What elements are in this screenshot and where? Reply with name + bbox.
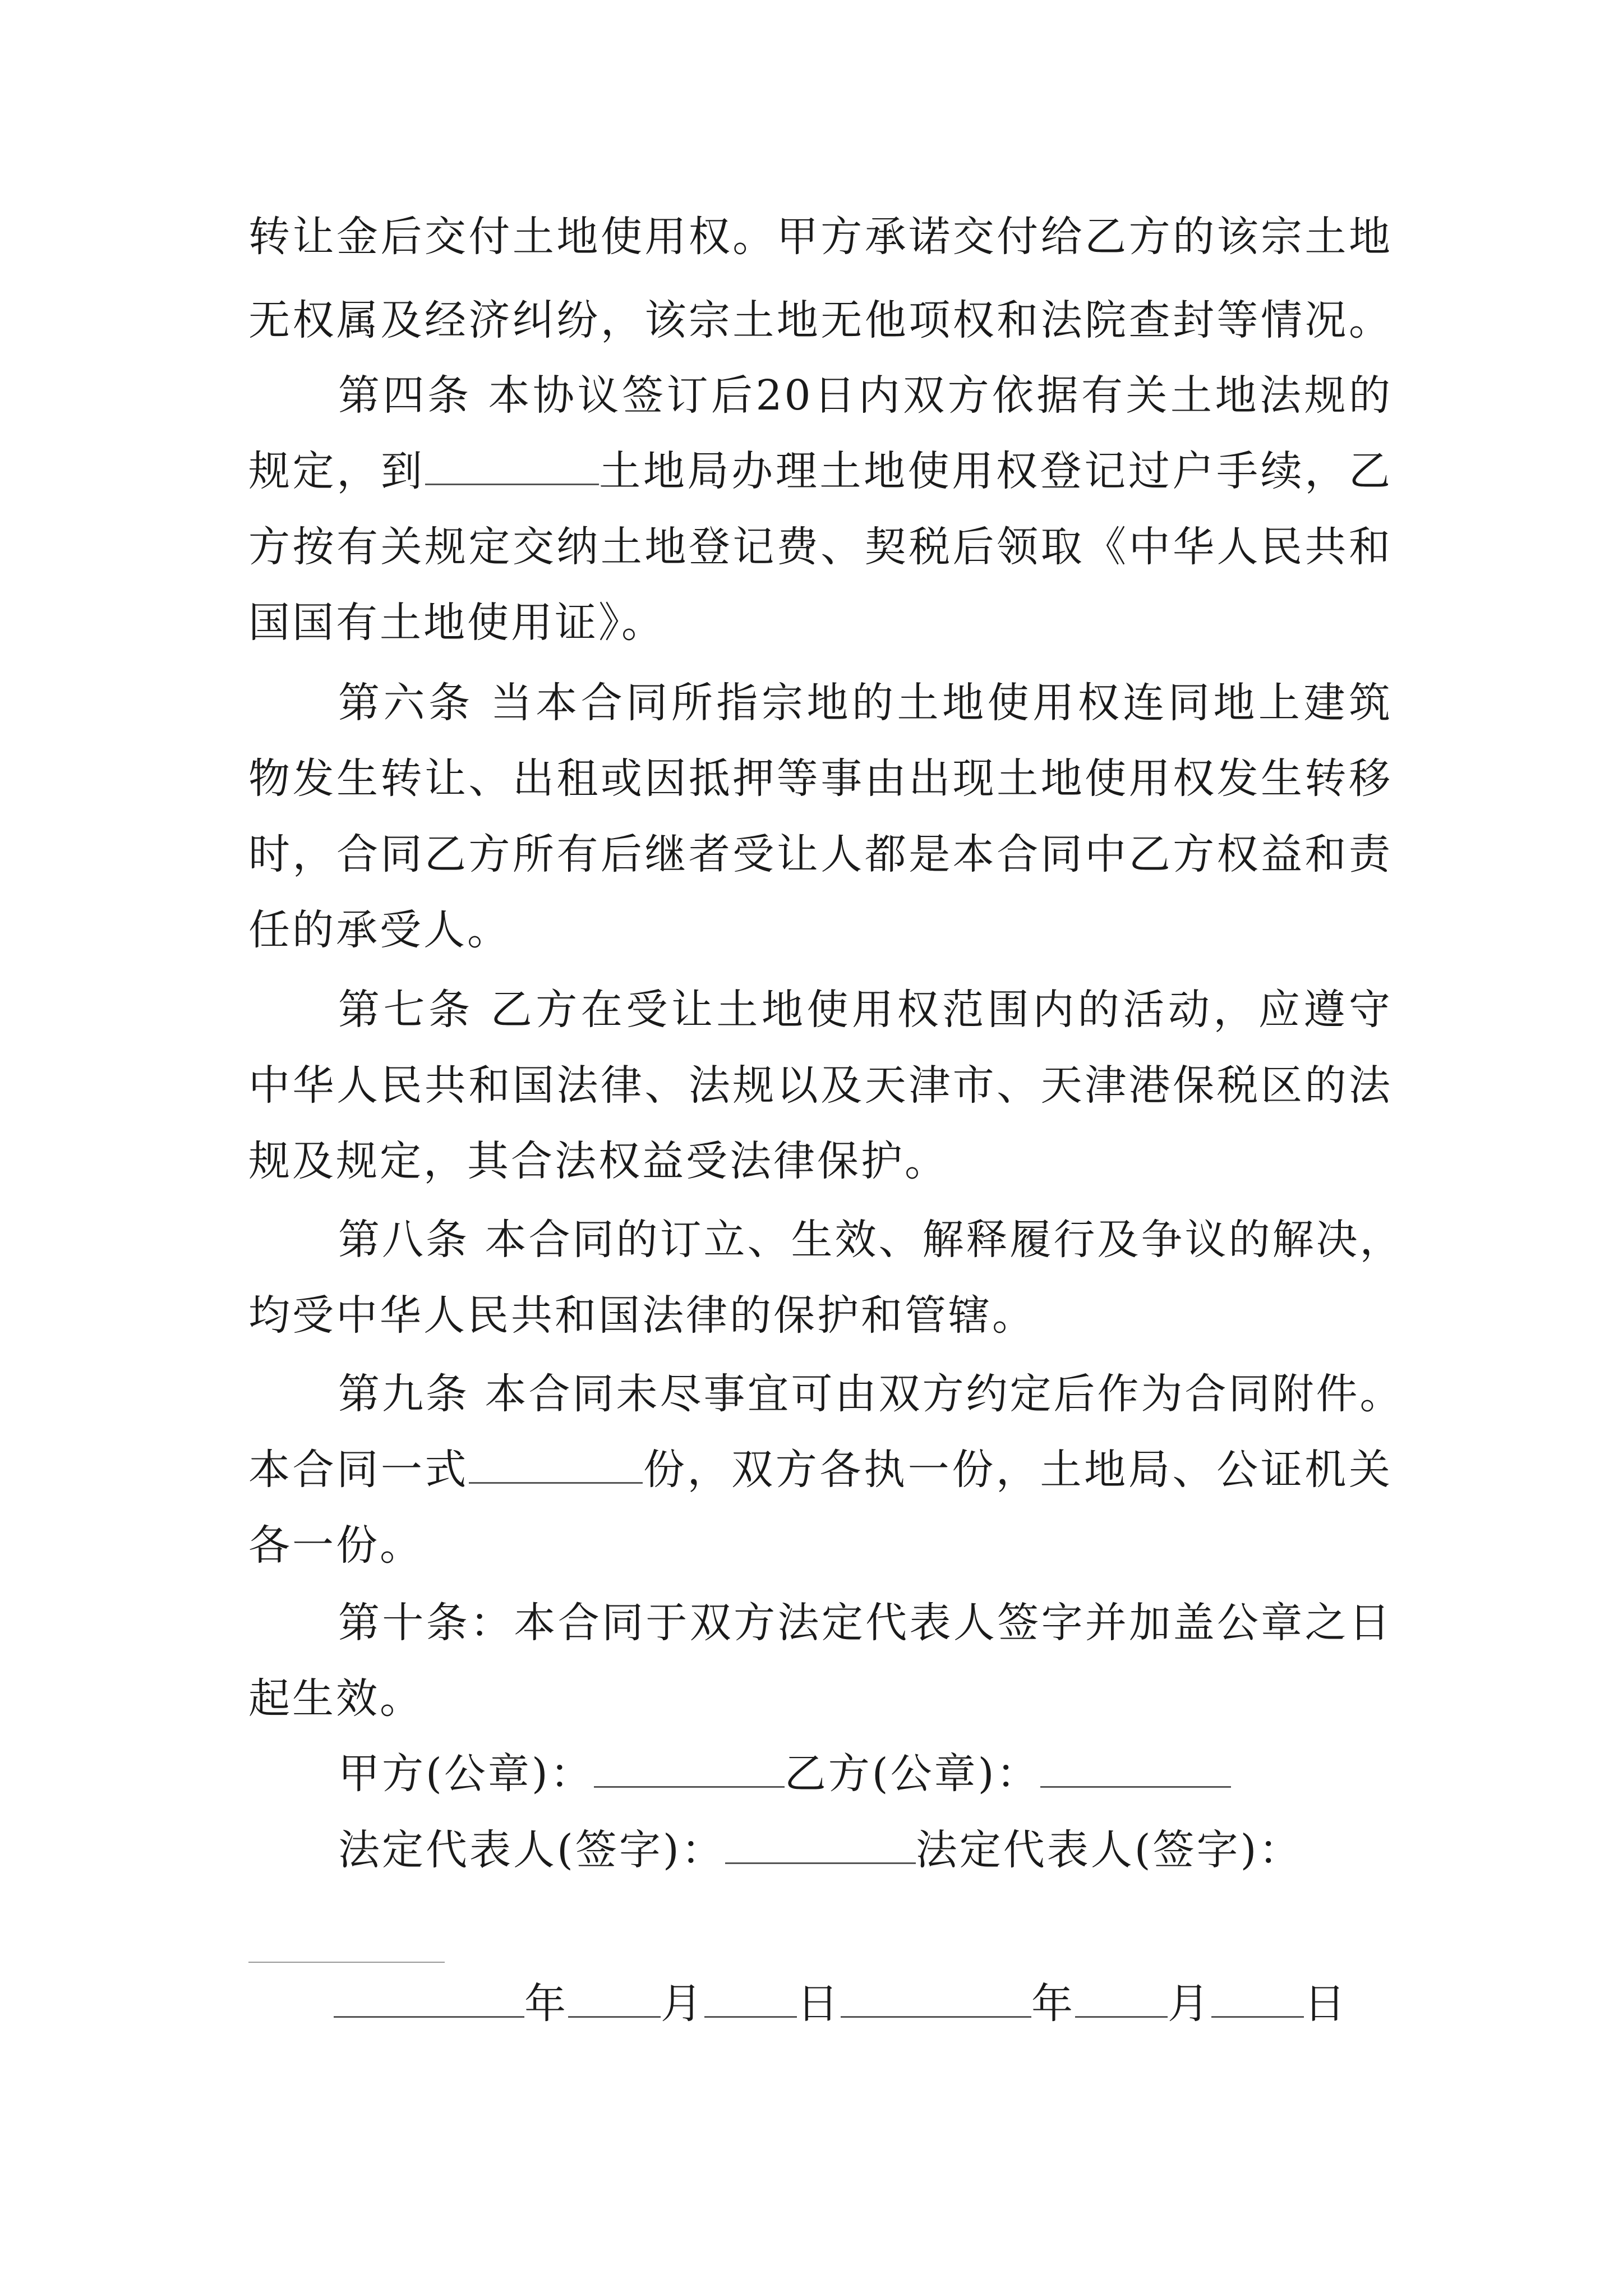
fill-in-blank[interactable] xyxy=(469,1447,643,1484)
line-suffix: 土地局办理土地使用权登记过户手续，乙 xyxy=(598,447,1393,495)
year-b-blank[interactable] xyxy=(841,1981,1031,2018)
rep-b-label: 法定代表人(签字)： xyxy=(915,1826,1303,1874)
rep-a-blank[interactable] xyxy=(725,1828,916,1864)
paragraph-line: 各一份。 xyxy=(248,1521,423,1570)
paragraph-line: 时，合同乙方所有后继者受让人都是本合同中乙方权益和责 xyxy=(248,830,1393,878)
day-label: 日 xyxy=(797,1980,841,2028)
line-prefix: 本合同一式 xyxy=(248,1446,469,1494)
year-label: 年 xyxy=(524,1980,568,2028)
paragraph-line: 转让金后交付土地使用权。甲方承诺交付给乙方的该宗土地 xyxy=(248,213,1393,261)
paragraph-line: 均受中华人民共和国法律的保护和管辖。 xyxy=(248,1291,1036,1340)
line-suffix: 份，双方各执一份，土地局、公证机关 xyxy=(643,1446,1393,1494)
party-seal-line xyxy=(338,1751,1393,1796)
paragraph-line-with-blank xyxy=(248,1447,1393,1492)
legal-rep-line xyxy=(338,1828,1393,1872)
article-10-heading-line: 第十条：本合同于双方法定代表人签字并加盖公章之日 xyxy=(338,1599,1393,1647)
article-7-heading-line: 第七条 乙方在受让土地使用权范围内的活动，应遵守 xyxy=(338,986,1393,1034)
date-line xyxy=(334,1981,1394,2026)
paragraph-line-with-blank xyxy=(248,449,1393,494)
party-b-seal-blank[interactable] xyxy=(1040,1751,1231,1788)
month-b-blank[interactable] xyxy=(1075,1981,1168,2018)
article-8-heading-line: 第八条 本合同的订立、生效、解释履行及争议的解决， xyxy=(338,1216,1404,1264)
day-label: 日 xyxy=(1304,1980,1348,2028)
line-prefix: 规定，到 xyxy=(248,447,425,495)
month-label: 月 xyxy=(1168,1980,1211,2028)
paragraph-line: 起生效。 xyxy=(248,1674,423,1723)
paragraph-line: 中华人民共和国法律、法规以及天津市、天津港保税区的法 xyxy=(248,1061,1393,1110)
paragraph-line: 规及规定，其合法权益受法律保护。 xyxy=(248,1137,948,1185)
paragraph-line: 方按有关规定交纳土地登记费、契税后领取《中华人民共和 xyxy=(248,523,1393,571)
rep-a-label: 法定代表人(签字)： xyxy=(338,1826,725,1874)
paragraph-line: 国国有土地使用证》。 xyxy=(248,599,665,647)
day-b-blank[interactable] xyxy=(1211,1981,1304,2018)
paragraph-line: 任的承受人。 xyxy=(248,906,511,954)
year-label: 年 xyxy=(1031,1980,1075,2028)
continuation-blank-rule xyxy=(248,1962,445,1963)
party-a-seal-label: 甲方(公章)： xyxy=(338,1750,594,1798)
article-4-heading-line: 第四条 本协议签订后20日内双方依据有关土地法规的 xyxy=(338,371,1393,420)
party-b-seal-label: 乙方(公章)： xyxy=(784,1750,1040,1798)
day-a-blank[interactable] xyxy=(704,1981,797,2018)
paragraph-line: 无权属及经济纠纷，该宗土地无他项权和法院查封等情况。 xyxy=(248,296,1393,344)
fill-in-blank[interactable] xyxy=(425,449,599,485)
article-9-heading-line: 第九条 本合同未尽事宜可由双方约定后作为合同附件。 xyxy=(338,1370,1404,1418)
month-a-blank[interactable] xyxy=(568,1981,661,2018)
month-label: 月 xyxy=(661,1980,704,2028)
party-a-seal-blank[interactable] xyxy=(594,1751,785,1788)
article-6-heading-line: 第六条 当本合同所指宗地的土地使用权连同地上建筑 xyxy=(338,679,1393,727)
paragraph-line: 物发生转让、出租或因抵押等事由出现土地使用权发生转移 xyxy=(248,754,1393,803)
year-a-blank[interactable] xyxy=(334,1981,524,2018)
